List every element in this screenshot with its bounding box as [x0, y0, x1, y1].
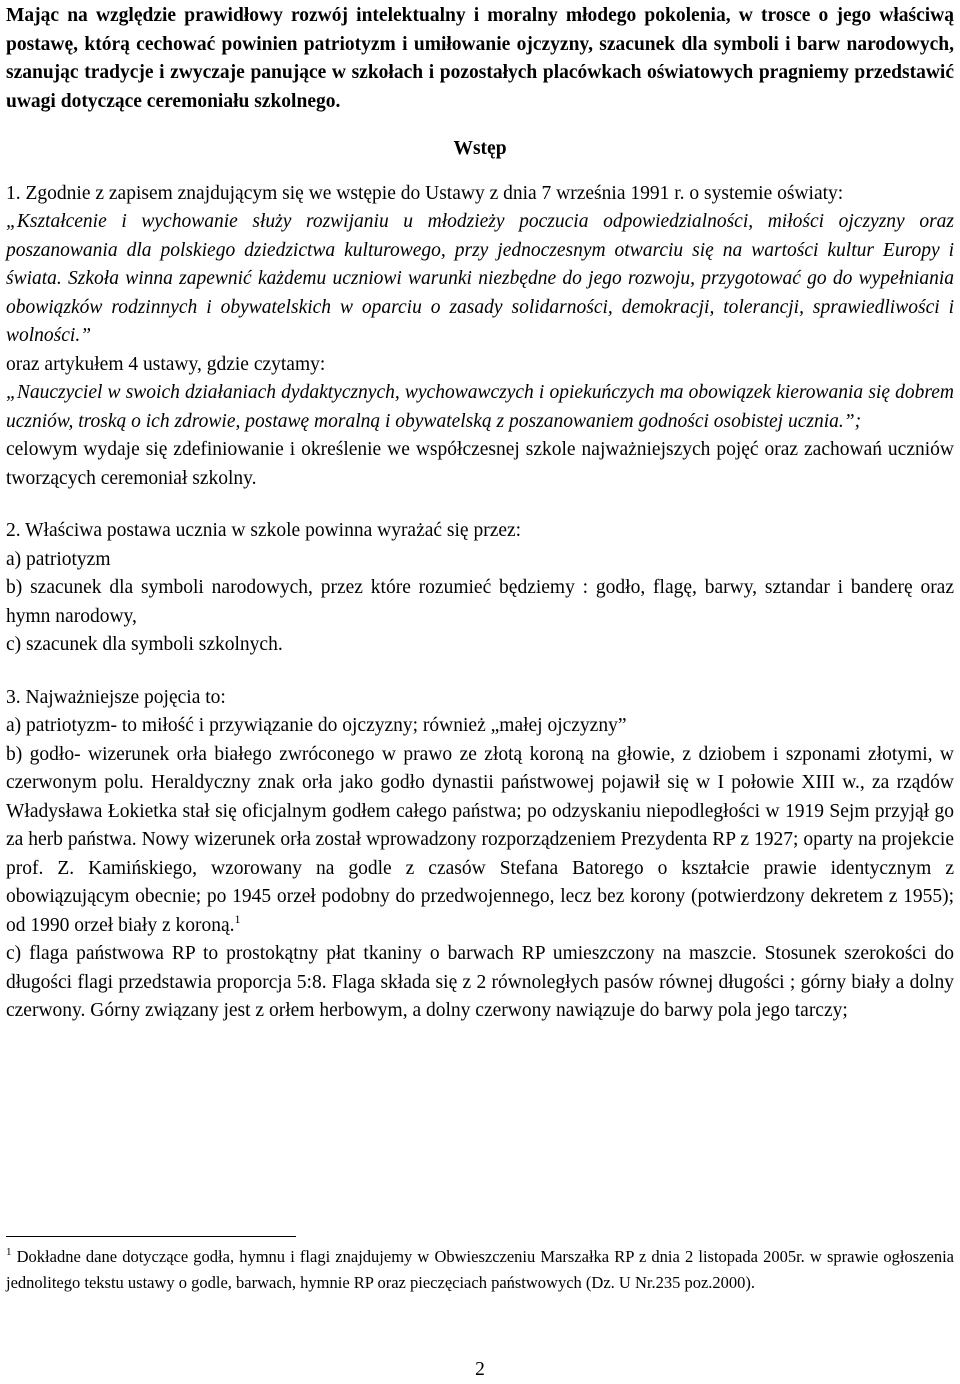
document-body [6, 0, 954, 1026]
item-b-text: b) godło- wizerunek orła białego zwróconego w prawo ze złotą koroną na głowie, z dziobem i szponami złotymi, w czerwonym polu. Heraldyczny znak orła jako godło dynastii państwowej pojawił się w I połowie XIII w., za rządów Władysława Łokietka stał się oficjalnym godłem całego państwa; po odzyskaniu niepodległości w 1919 Sejm przyjął go za herb państwa. Nowy wizerunek orła został wprowadzony rozporządzeniem Prezydenta RP z 1927; oparty na projekcie prof. Z. Kamińskiego, wzorowany na godle z czasów Stefana Batorego o kształcie prawie identycznym z obowiązującym obecnie; po 1945 orzeł podobny do przedwojennego, lecz bez korony (potwierdzony dekretem z 1955); od 1990 orzeł biały z koroną. [6, 743, 954, 936]
section1-lead: 1. Zgodnie z zapisem znajdującym się we wstępie do Ustawy z dnia 7 września 1991 r. o systemie oświaty: [6, 182, 844, 204]
intro-paragraph: Mając na względzie prawidłowy rozwój intelektualny i moralny młodego pokolenia, w trosce o jego właściwą postawę, którą cechować powinien patriotyzm i umiłowanie ojczyzny, szacunek dla symboli i barw narodowych, szanując tradycje i zwyczaje panujące w szkołach i pozostałych placówkach oświatowych pragniemy przedstawić uwagi dotyczące ceremoniału szkolnego. [6, 5, 954, 112]
section3-item-c: c) flaga państwowa RP to prostokątny płat tkaniny o barwach RP umieszczony na maszcie. Stosunek szerokości do długości flagi przedstawia proporcja 5:8. Flaga składa się z 2 równoległych pasów równej długości ; górny biały a dolny czerwony. Górny związany jest z orłem herbowym, a dolny czerwony nawiązuje do barwy pola jego tarczy; [6, 943, 954, 1021]
section3-item-b [6, 741, 954, 941]
section-heading: Wstęp [453, 138, 507, 159]
section2-item-b: b) szacunek dla symboli narodowych, przez które rozumieć będziemy : godło, flagę, barwy, sztandar i banderę oraz hymn narodowy, [6, 577, 954, 627]
section2-item-c: c) szacunek dla symboli szkolnych. [6, 634, 283, 655]
section1-connector: oraz artykułem 4 ustawy, gdzie czytamy: [6, 353, 326, 375]
section3-lead: 3. Najważniejsze pojęcia to: [6, 686, 226, 708]
section2-item-a: a) patriotyzm [6, 548, 111, 570]
section2-lead: 2. Właściwa postawa ucznia w szkole powinna wyrażać się przez: [6, 520, 522, 541]
page-number: 2 [475, 1359, 485, 1380]
section1-quote-article4: „Nauczyciel w swoich działaniach dydaktycznych, wychowawczych i opiekuńczych ma obowiązek kierowania się dobrem uczniów, troską o ich zdrowie, postawę moralną i obywatelską z poszanowaniem godności osobistej ucznia.”; [6, 382, 954, 432]
section1-quote-constitution: „Kształcenie i wychowanie służy rozwijaniu u młodzieży poczucia odpowiedzialności, miłości ojczyzny oraz poszanowania dla polskiego dziedzictwa kulturowego, przy jednoczesnym otwarciu się na wartości kultur Europy i świata. Szkoła winna zapewnić każdemu uczniowi warunki niezbędne do jego rozwoju, przygotować go do wypełniania obowiązków rodzinnych i obywatelskich w oparciu o zasady solidarności, demokracji, tolerancji, sprawiedliwości i wolności.” [6, 211, 954, 346]
footnote-separator [6, 1236, 296, 1237]
footnote-reference[interactable]: 1 [234, 911, 241, 926]
footnote-marker: 1 [6, 1246, 12, 1258]
section1-closing: celowym wydaje się zdefiniowanie i określenie we współczesnej szkole najważniejszych pojęć oraz zachowań uczniów tworzących ceremoniał szkolny. [6, 439, 954, 489]
section3-item-a: a) patriotyzm- to miłość i przywiązanie do ojczyzny; również „małej ojczyzny” [6, 715, 627, 736]
footnote-text: Dokładne dane dotyczące godła, hymnu i flagi znajdujemy w Obwieszczeniu Marszałka RP z dnia 2 listopada 2005r. w sprawie ogłoszenia jednolitego tekstu ustawy o godle, barwach, hymnie RP oraz pieczęciach państwowych (Dz. U Nr.235 poz.2000). [6, 1247, 954, 1292]
footnote [6, 1244, 954, 1296]
